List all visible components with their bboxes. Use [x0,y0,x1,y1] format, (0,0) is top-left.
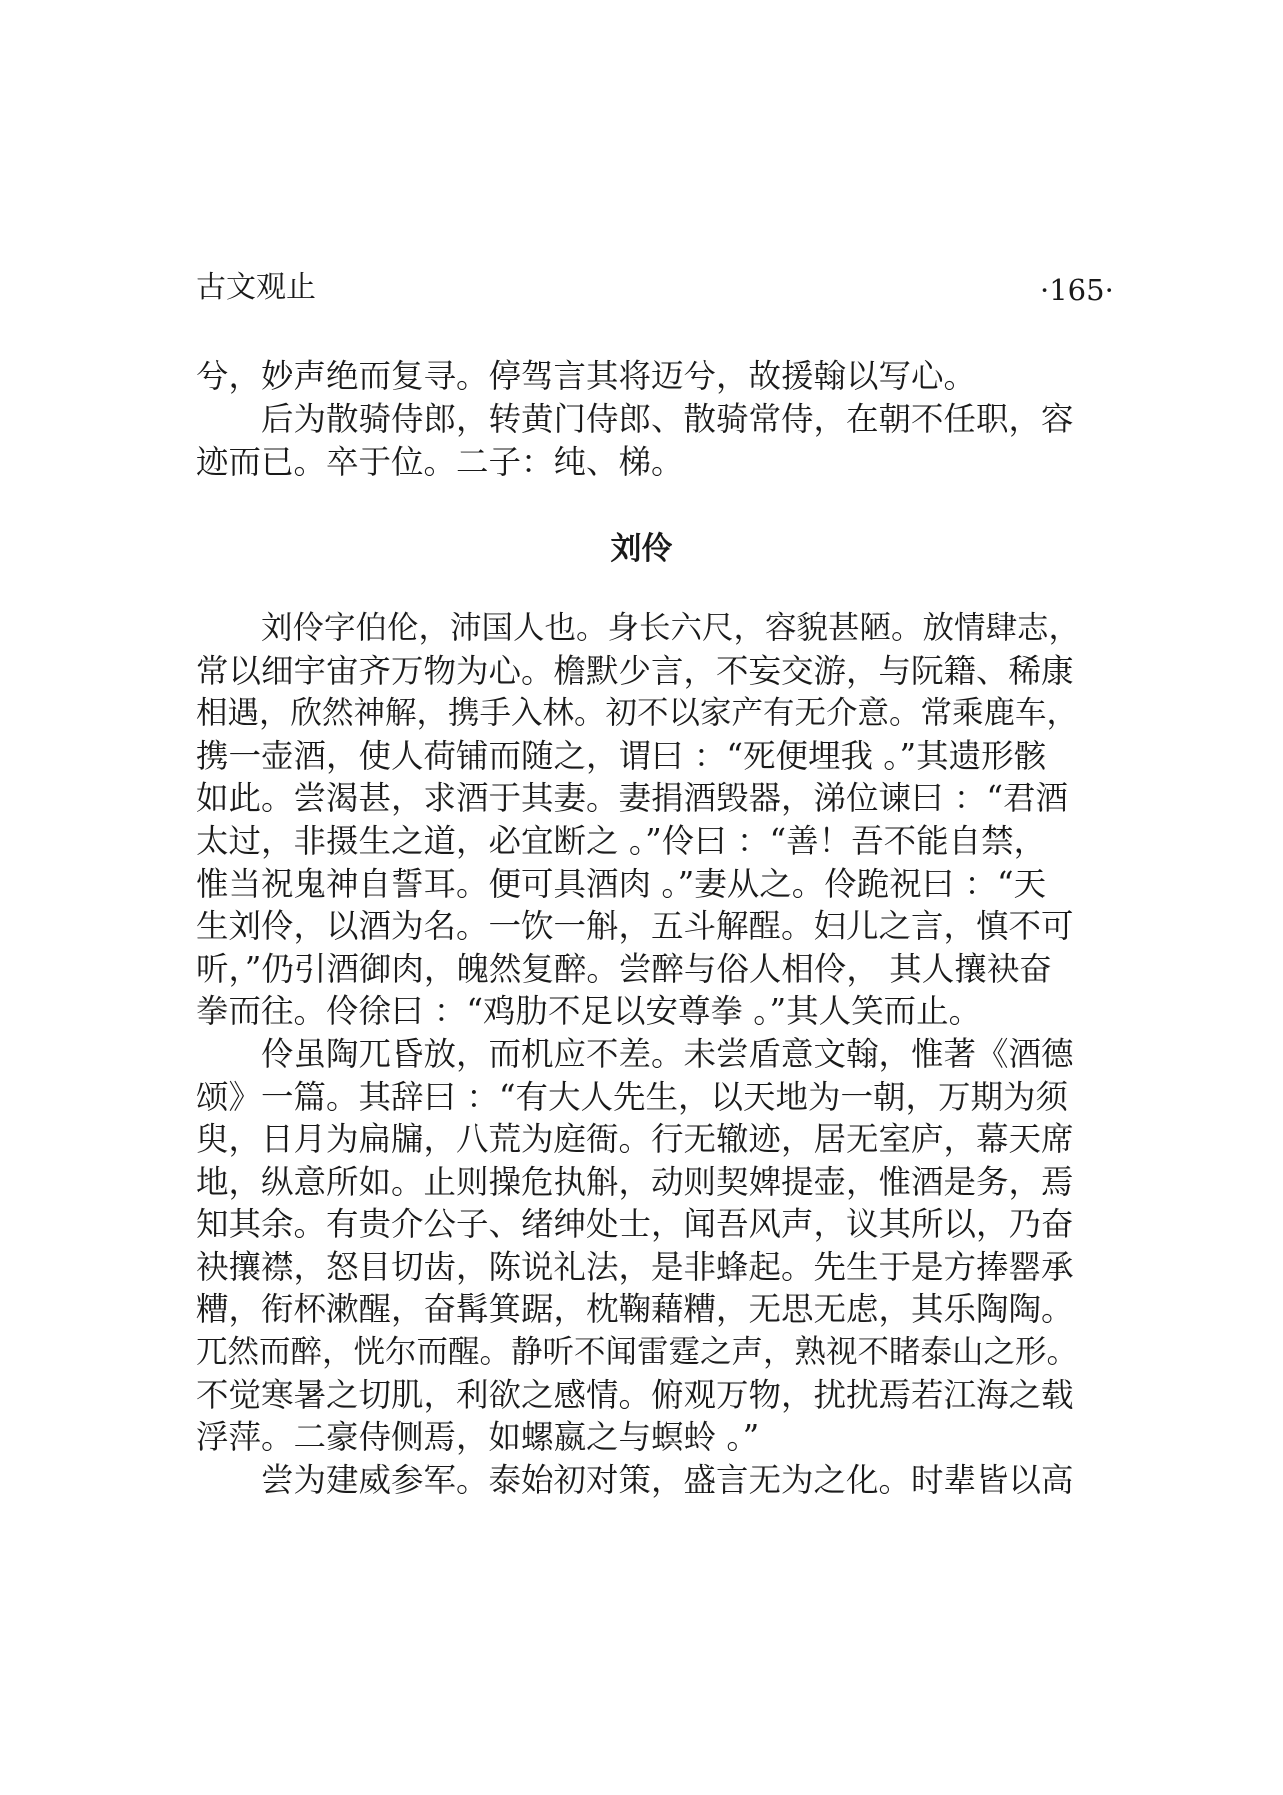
text-line: 浮萍。二豪侍侧焉，如螺嬴之与螟蛉 。” [196,1418,760,1456]
text-line: 相遇，欣然神解，携手入林。初不以家产有无介意。常乘鹿车， [196,695,1079,731]
text-line: 不觉寒暑之切肌，利欲之感情。俯观万物，扰扰焉若江海之载 [196,1376,1074,1414]
book-title: 古文观止 [196,270,316,305]
text-line: 地，纵意所如。止则操危执斛，动则契婢提壶，惟酒是务，焉 [196,1163,1074,1201]
text-line: 太过，非摄生之道，必宜断之 。”伶曰 ：“善！吾不能自禁， [196,822,1047,860]
text-line: 常以细宇宙齐万物为心。檐默少言，不妄交游，与阮籍、稀康 [196,652,1074,690]
text-line: 兮，妙声绝而复寻。停驾言其将迈兮，故援翰以写心。 [196,357,977,395]
text-line: 如此。尝渴甚，求酒于其妻。妻捐酒毁器，涕位谏曰 ：“君酒 [196,779,1068,817]
text-line: 袂攘襟，怒目切齿，陈说礼法，是非蜂起。先生于是方捧罂承 [196,1248,1074,1286]
text-line: 后为散骑侍郎，转黄门侍郎、散骑常侍，在朝不任职，容 [261,400,1074,438]
text-line: 臾，日月为扁牖，八荒为庭衙。行无辙迹，居无室庐，幕天席 [196,1120,1074,1158]
section-title: 刘伶 [610,531,673,567]
text-line: 生刘伶，以酒为名。一饮一斛，五斗解酲。妇儿之言，慎不可 [196,907,1074,945]
text-line: 惟当祝鬼神自誓耳。便可具酒肉 。”妻从之。伶跪祝曰 ：“天 [196,865,1047,903]
text-line: 知其余。有贵介公子、绪绅处士，闻吾风声，议其所以，乃奋 [196,1205,1074,1243]
text-line: 迹而已。卒于位。二子：纯、梯。 [196,443,684,481]
text-line: 尝为建威参军。泰始初对策，盛言无为之化。时辈皆以高 [261,1461,1074,1499]
text-line: 携一壶酒，使人荷铺而随之，谓曰 ：“死便埋我 。”其遗形骸 [196,737,1047,775]
text-line: 刘伶字伯伦，沛国人也。身长六尺，容貌甚陋。放情肆志， [261,610,1081,646]
text-line: 听，”仍引酒御肉，魄然复醉。尝醉与俗人相伶， 其人攘袂奋 [196,950,1052,988]
text-line: 兀然而醉，恍尔而醒。静听不闻雷霆之声，熟视不睹泰山之形。 [196,1334,1079,1370]
text-line: 伶虽陶兀昏放，而机应不差。未尝盾意文翰，惟著《酒德 [261,1035,1074,1073]
page-number: ·165· [1040,273,1114,307]
text-line: 糟，衔杯漱醒，奋髯箕踞，枕鞠藉糟，无思无虑，其乐陶陶。 [196,1290,1074,1328]
text-line: 颂》一篇。其辞曰 ：“有大人先生，以天地为一朝，万期为须 [196,1078,1068,1116]
text-line: 拳而往。伶徐曰 ：“鸡肋不足以安尊拳 。”其人笑而止。 [196,992,982,1030]
